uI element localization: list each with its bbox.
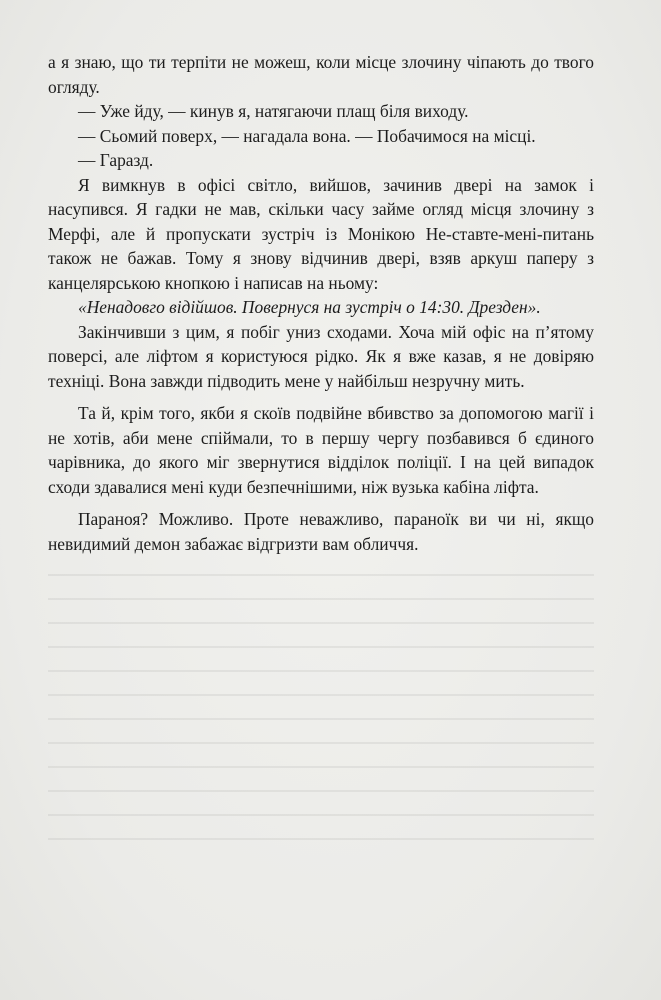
bleed-through-text: [48, 560, 594, 860]
paragraph-4: — Гаразд.: [78, 150, 154, 170]
paragraph-1: а я знаю, що ти терпіти не можеш, коли місце злочину чіпають до твого огляду.: [48, 52, 594, 97]
paragraph-5: Я вимкнув в офісі світло, вийшов, зачинив двері на замок і насупився. Я гадки не мав, скільки часу займе огляд місця злочину з Мерфі, але й пропускати зустріч із Монікою Не-ставте-мені-питань також не бажав. Тому я знову відчинив двері, взяв аркуш паперу з канцелярською кнопкою і написав на ньому:: [48, 174, 594, 293]
note-text: «Ненадовго відійшов. Повернуся на зустріч о 14:30. Дрезден».: [78, 297, 541, 317]
paragraph-7: Закінчивши з цим, я побіг униз сходами. Хоча мій офіс на п’ятому поверсі, але ліфтом я користуюся рідко. Як я вже казав, я не довіряю техніці. Вона завжди підводить мене у найбільш незручну мить.: [48, 321, 594, 391]
paragraph-3: — Сьомий поверх, — нагадала вона. — Побачимося на місці.: [78, 125, 536, 146]
page-body: [48, 50, 594, 556]
paragraph-8: Та й, крім того, якби я скоїв подвійне вбивство за допомогою магії і не хотів, аби мене спіймали, то в першу чергу позбавився б єдиного чарівника, до якого міг звернутися відділок поліції. І на цей випадок сходи здавалися мені куди безпечнішими, ніж вузька кабіна ліфта.: [48, 403, 594, 497]
paragraph-2: — Уже йду, — кинув я, натягаючи плащ біля виходу.: [78, 101, 469, 121]
paragraph-9: Параноя? Можливо. Проте неважливо, параноїк ви чи ні, якщо невидимий демон забажає відгризти вам обличчя.: [48, 509, 594, 554]
